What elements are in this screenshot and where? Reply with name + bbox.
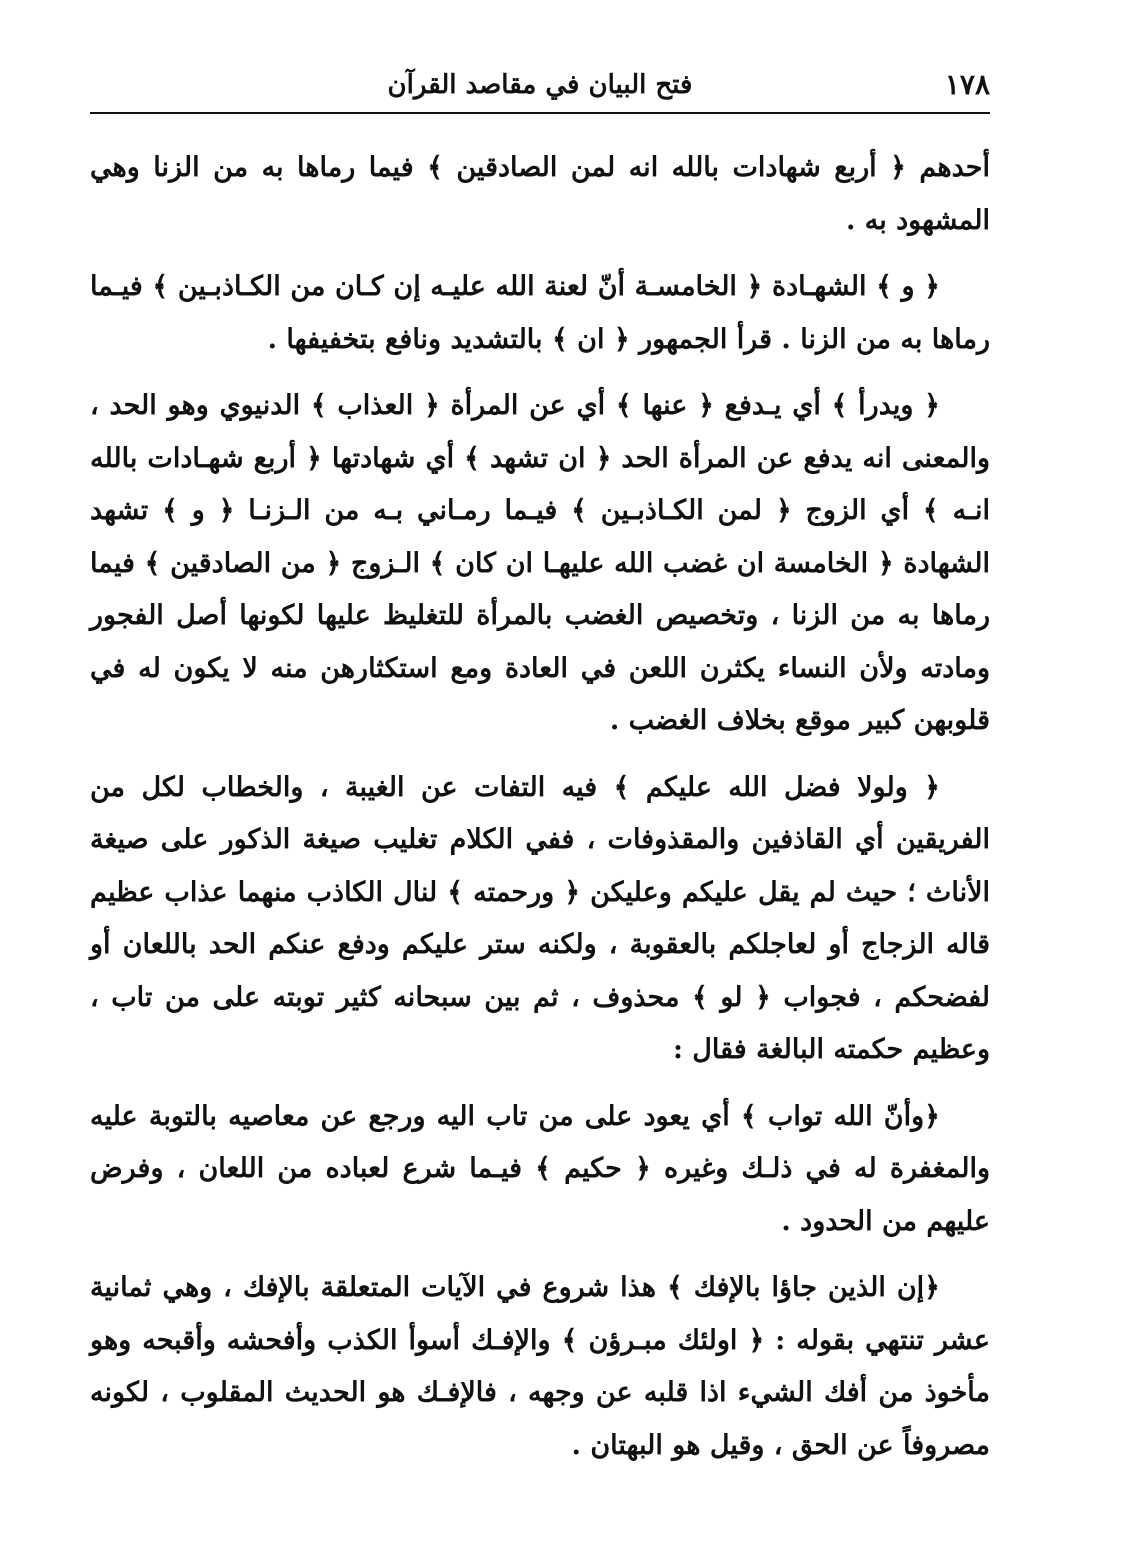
page-number: ١٧٨ xyxy=(944,68,990,101)
book-title: فتح البيان في مقاصد القرآن xyxy=(387,70,693,100)
document-page xyxy=(90,60,990,1520)
paragraph-1: أحدهم ﴿ أربع شهادات بالله انه لمن الصادقين ﴾ فيما رماها به من الزنا وهي المشهود به . xyxy=(90,152,990,236)
paragraph-6: ﴿إن الذين جاؤا بالإفك ﴾ هذا شروع في الآيات المتعلقة بالإفك ، وهي ثمانية عشر تنتهي بقوله : ﴿ اولئك مبـرؤن ﴾ والإفـك أسوأ الكذب وأفحشه وأقبحه وهو مأخوذ من أفك الشيء اذا قلبه عن وجهه ، فالإفـك هو الحديث المقلوب ، لكونه مصروفاً عن الحق ، وقيل هو البهتان . xyxy=(90,1272,990,1461)
paragraph-2: ﴿ و ﴾ الشهـادة ﴿ الخامسـة أنّ لعنة الله عليـه إن كـان من الكـاذبـين ﴾ فيـما رماها به من الزنا . قرأ الجمهور ﴿ ان ﴾ بالتشديد ونافع بتخفيفها . xyxy=(90,271,990,355)
page-body xyxy=(90,142,990,1472)
paragraph-5: ﴿وأنّ الله تواب ﴾ أي يعود على من تاب اليه ورجع عن معاصيه بالتوبة عليه والمغفرة له في ذلـك وغيره ﴿ حكيم ﴾ فيـما شرع لعباده من اللعان ، وفرض عليهم من الحدود . xyxy=(90,1100,990,1237)
paragraph-3: ﴿ ويدرأ ﴾ أي يـدفع ﴿ عنها ﴾ أي عن المرأة ﴿ العذاب ﴾ الدنيوي وهو الحد ، والمعنى انه يدفع عن المرأة الحد ﴿ ان تشهد ﴾ أي شهادتها ﴿ أربع شهـادات بالله انـه ﴾ أي الزوج ﴿ لمن الكـاذبـين ﴾ فيـما رمـاني بـه من الـزنـا ﴿ و ﴾ تشهد الشهادة ﴿ الخامسة ان غضب الله عليهـا ان كان ﴾ الـزوج ﴿ من الصادقين ﴾ فيما رماها به من الزنا ، وتخصيص الغضب بالمرأة للتغليظ عليها لكونها أصل الفجور ومادته ولأن النساء يكثرن اللعن في العادة ومع استكثارهن منه لا يكون له في قلوبهن كبير موقع بخلاف الغضب . xyxy=(90,390,990,736)
paragraph-4: ﴿ ولولا فضل الله عليكم ﴾ فيه التفات عن الغيبة ، والخطاب لكل من الفريقين أي القاذفين والمقذوفات ، ففي الكلام تغليب صيغة الذكور على صيغة الأناث ؛ حيث لم يقل عليكم وعليكن ﴿ ورحمته ﴾ لنال الكاذب منهما عذاب عظيم قاله الزجاج أو لعاجلكم بالعقوبة ، ولكنه ستر عليكم ودفع عنكم الحد باللعان أو لفضحكم ، فجواب ﴿ لو ﴾ محذوف ، ثم بين سبحانه كثير توبته على من تاب ، وعظيم حكمته البالغة فقال : xyxy=(90,771,990,1065)
page-header xyxy=(90,60,990,114)
